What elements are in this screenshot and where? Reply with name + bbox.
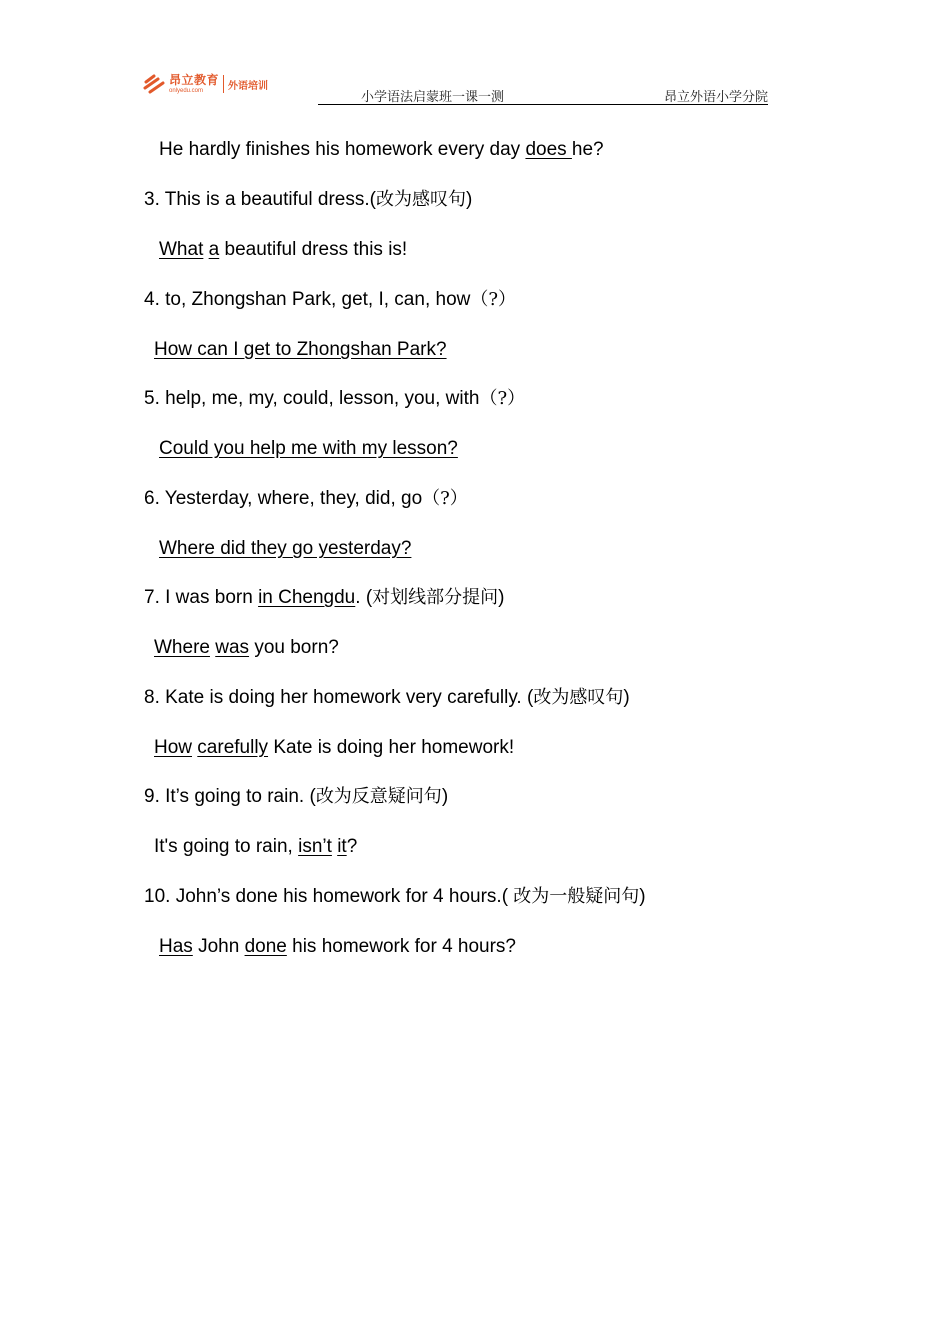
question-mark: （?） <box>479 388 526 409</box>
answer-9 <box>154 835 357 859</box>
question-text: ) <box>465 189 473 210</box>
answer-blank: Has <box>159 936 193 957</box>
answer-text: ? <box>346 836 358 857</box>
question-text: 10. John’s done his homework for 4 hours.( <box>144 886 514 907</box>
underlined-part: in Chengdu <box>258 587 356 608</box>
question-4 <box>144 288 516 312</box>
answer-text: It's going to rain, <box>154 836 299 857</box>
answer-3 <box>159 238 407 262</box>
question-3 <box>144 188 472 212</box>
logo-url: onlyedu.com <box>169 88 204 94</box>
question-7 <box>144 586 504 610</box>
answer-7 <box>154 636 339 660</box>
question-8 <box>144 686 630 710</box>
question-text: 7. I was born <box>144 587 259 608</box>
question-instruction: 改为一般疑问句 <box>513 886 640 907</box>
question-instruction: 改为反意疑问句 <box>315 786 442 807</box>
answer-10 <box>159 935 516 959</box>
question-text: 9. It’s going to rain. ( <box>144 786 316 807</box>
question-instruction: 改为感叹句 <box>375 189 466 210</box>
answer-text: he? <box>571 139 604 160</box>
header-title: 小学语法启蒙班一课一测 <box>361 90 505 105</box>
logo-tagline: 外语培训 <box>228 80 269 92</box>
question-text: ) <box>441 786 449 807</box>
answer-6 <box>159 537 411 561</box>
answer-5 <box>159 437 458 461</box>
question-5 <box>144 387 525 411</box>
answer-8 <box>154 736 514 760</box>
answer-blank: a <box>208 239 220 260</box>
question-text: ) <box>639 886 646 907</box>
question-text: . ( <box>355 587 373 608</box>
answer-blank: does <box>525 139 572 160</box>
answer-text: He hardly finishes his homework every day <box>159 139 526 160</box>
header-school: 昂立外语小学分院 <box>663 90 768 105</box>
question-text: 6. Yesterday, where, they, did, go <box>144 488 423 509</box>
answer-blank: Where <box>154 637 210 658</box>
logo-mark-icon <box>143 73 167 95</box>
answer-blank: Could you help me with my lesson? <box>159 438 458 459</box>
logo-divider <box>223 75 224 93</box>
logo-text <box>169 74 219 94</box>
answer-text: beautiful dress this is! <box>219 239 408 260</box>
logo <box>143 70 268 98</box>
answer-4 <box>154 338 447 362</box>
answer-text: his homework for 4 hours? <box>286 936 517 957</box>
answer-blank: How can I get to Zhongshan Park? <box>154 339 447 360</box>
answer-blank: done <box>244 936 287 957</box>
answer-text: John <box>192 936 245 957</box>
answer-blank: What <box>159 239 204 260</box>
question-instruction: 对划线部分提问 <box>372 587 499 608</box>
answer-blank: How <box>154 737 193 758</box>
question-9 <box>144 785 448 809</box>
answer-blank: Where did they go yesterday? <box>159 538 412 559</box>
answer-blank: isn’t <box>298 836 332 857</box>
page-header <box>318 86 768 105</box>
question-10 <box>144 885 646 909</box>
answer-blank: it <box>337 836 347 857</box>
question-text: ) <box>498 587 505 608</box>
question-text: 3. This is a beautiful dress.( <box>144 189 376 210</box>
question-instruction: 改为感叹句 <box>533 687 624 708</box>
answer-text: you born? <box>249 637 339 658</box>
answer-2 <box>159 138 604 162</box>
answer-blank: was <box>215 637 250 658</box>
answer-text: Kate is doing her homework! <box>268 737 515 758</box>
question-6 <box>144 487 468 511</box>
question-text: 5. help, me, my, could, lesson, you, with <box>144 388 480 409</box>
question-text: ) <box>623 687 630 708</box>
question-text: 4. to, Zhongshan Park, get, I, can, how <box>144 289 471 310</box>
answer-blank: carefully <box>197 737 269 758</box>
question-text: 8. Kate is doing her homework very carefully. ( <box>144 687 534 708</box>
question-mark: （?） <box>422 488 468 509</box>
logo-brand: 昂立教育 <box>169 73 220 87</box>
question-mark: （?） <box>470 289 517 310</box>
